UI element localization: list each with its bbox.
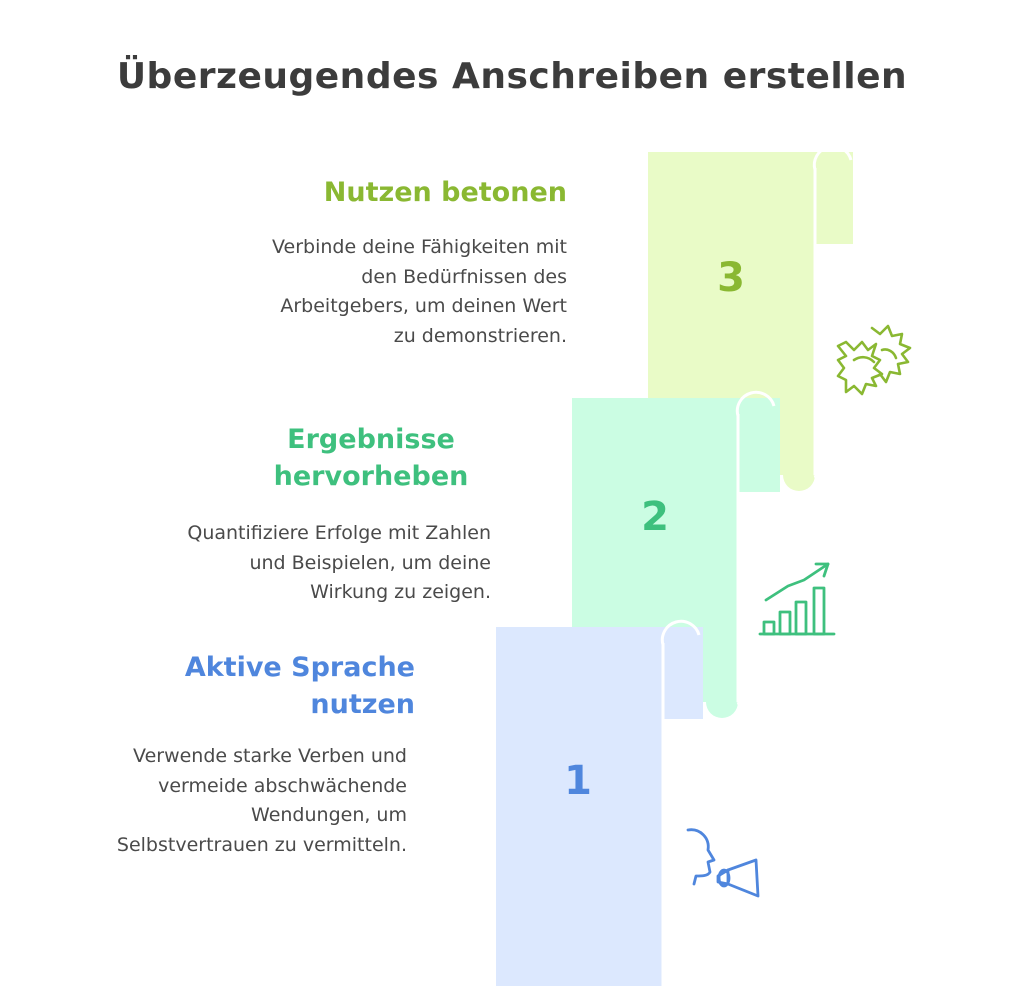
step-title-3: Nutzen betonen xyxy=(323,177,567,208)
megaphone-icon xyxy=(684,826,764,902)
step-description-3-text: Verbinde deine Fähigkeiten mit den Bedürfnissen des Arbeitgebers, um deinen Wert zu demonstrieren. xyxy=(272,236,567,347)
step-number-2: 2 xyxy=(641,494,669,540)
step-number-3: 3 xyxy=(717,255,745,301)
step-number-1: 1 xyxy=(564,758,592,804)
step-title-2: Ergebnisse hervorheben xyxy=(273,424,469,492)
page-title: Überzeugendes Anschreiben erstellen xyxy=(116,56,908,97)
step-description-3 xyxy=(267,233,567,351)
step-description-1 xyxy=(107,742,407,860)
step-description-2 xyxy=(171,519,491,608)
growth-chart-icon xyxy=(758,558,838,638)
step-title-1: Aktive Sprache nutzen xyxy=(184,652,415,720)
handshake-icon xyxy=(832,320,914,402)
step-description-1-text: Verwende starke Verben und vermeide abschwächende Wendungen, um Selbstvertrauen zu vermitteln. xyxy=(116,745,407,856)
step-description-2-text: Quantifiziere Erfolge mit Zahlen und Beispielen, um deine Wirkung zu zeigen. xyxy=(187,522,491,603)
